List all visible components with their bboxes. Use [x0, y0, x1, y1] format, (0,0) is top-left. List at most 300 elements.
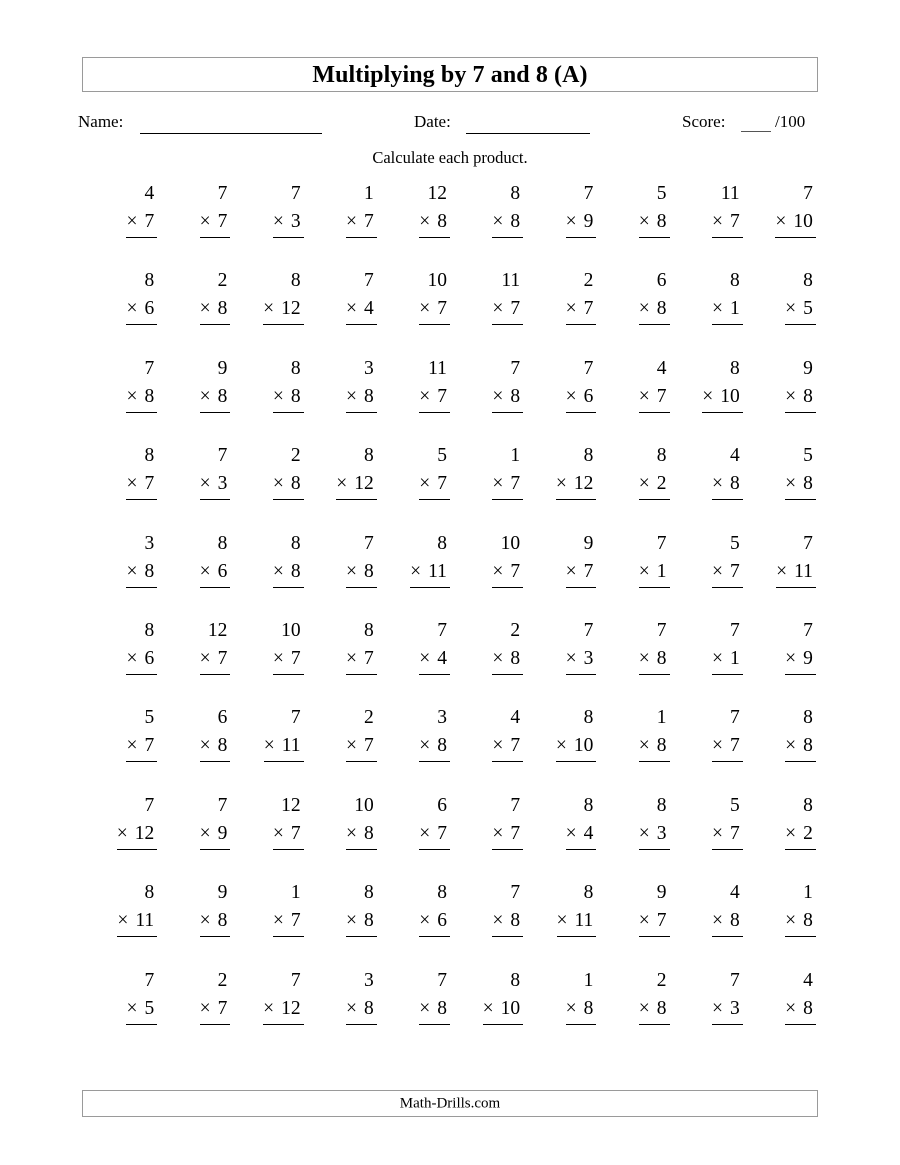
problem-cell[interactable] — [165, 879, 238, 966]
multiplier: 11 — [794, 560, 813, 582]
multiplicand: 5 — [656, 183, 667, 204]
problem-cell[interactable] — [312, 967, 385, 1054]
multiplier: 8 — [583, 997, 594, 1019]
multiplier-line — [785, 995, 816, 1025]
problem-row — [92, 617, 824, 704]
multiply-icon: × — [419, 385, 431, 407]
multiply-icon: × — [419, 910, 431, 932]
problem-cell[interactable] — [604, 792, 677, 879]
multiplicand: 8 — [510, 183, 521, 204]
multiplicand: 1 — [656, 707, 667, 729]
multiplier-line — [346, 732, 377, 762]
multiplication-problem — [126, 355, 157, 413]
multiplicand: 2 — [217, 270, 228, 292]
problem-cell[interactable] — [238, 792, 311, 879]
problem-cell[interactable] — [385, 617, 458, 704]
problem-cell[interactable] — [604, 967, 677, 1054]
problem-cell[interactable] — [238, 180, 311, 267]
multiplication-problem — [126, 267, 157, 325]
problem-cell[interactable] — [385, 879, 458, 966]
multiplicand: 2 — [656, 969, 667, 991]
problem-cell[interactable] — [531, 530, 604, 617]
multiplier-line — [200, 383, 231, 413]
multiplication-problem — [492, 704, 523, 762]
multiplicand: 8 — [583, 882, 594, 904]
multiplier: 1 — [729, 647, 740, 669]
multiply-icon: × — [785, 298, 797, 320]
problem-cell[interactable] — [92, 967, 165, 1054]
multiplier: 10 — [573, 735, 594, 757]
multiplicand: 1 — [510, 445, 521, 467]
student-info-row — [0, 112, 900, 136]
problem-cell[interactable] — [385, 704, 458, 791]
multiply-icon: × — [419, 647, 431, 669]
multiply-icon: × — [199, 298, 211, 320]
multiplicand: 10 — [500, 532, 521, 554]
multiplication-problem — [200, 617, 231, 675]
multiplier-line — [336, 470, 377, 500]
problem-cell[interactable] — [678, 617, 751, 704]
multiplication-problem — [200, 442, 231, 500]
multiplication-problem — [336, 442, 377, 500]
multiplier-line — [639, 820, 670, 850]
multiply-icon: × — [785, 473, 797, 495]
problem-cell[interactable] — [165, 530, 238, 617]
problem-cell[interactable] — [751, 530, 824, 617]
multiplier-line — [785, 820, 816, 850]
problem-cell[interactable] — [385, 442, 458, 529]
multiplication-problem — [419, 792, 450, 850]
problem-cell[interactable] — [751, 879, 824, 966]
multiplier-line — [264, 732, 304, 762]
multiplicand: 4 — [729, 882, 740, 904]
multiplier: 7 — [510, 822, 521, 844]
problem-cell[interactable] — [751, 617, 824, 704]
multiplier-line — [557, 907, 597, 937]
multiply-icon: × — [116, 822, 128, 844]
multiplicand: 8 — [364, 882, 374, 904]
problem-cell[interactable] — [238, 617, 311, 704]
problem-cell[interactable] — [751, 792, 824, 879]
problem-cell[interactable] — [458, 442, 531, 529]
problem-cell[interactable] — [604, 267, 677, 354]
problem-cell[interactable] — [751, 180, 824, 267]
multiplicand: 10 — [427, 270, 447, 292]
multiplicand: 7 — [583, 183, 594, 204]
problem-cell[interactable] — [531, 442, 604, 529]
problem-cell[interactable] — [458, 792, 531, 879]
problem-cell[interactable] — [92, 792, 165, 879]
multiply-icon: × — [482, 997, 494, 1019]
multiplicand: 7 — [510, 794, 521, 816]
multiplier-line — [775, 208, 816, 238]
multiplier: 12 — [354, 473, 374, 495]
multiplication-problem — [200, 267, 231, 325]
problem-cell[interactable] — [312, 704, 385, 791]
problem-cell[interactable] — [238, 530, 311, 617]
problem-cell[interactable] — [678, 355, 751, 442]
problem-cell[interactable] — [92, 442, 165, 529]
multiplication-problem — [702, 355, 743, 413]
multiplicand: 5 — [729, 532, 740, 554]
multiplier-line — [263, 295, 304, 325]
multiply-icon: × — [556, 910, 568, 932]
problem-cell[interactable] — [385, 530, 458, 617]
multiplicand: 6 — [437, 794, 447, 816]
problem-cell[interactable] — [531, 792, 604, 879]
multiplier-line — [639, 558, 670, 588]
multiplier: 3 — [217, 473, 228, 495]
multiplier-line — [419, 732, 450, 762]
problem-cell[interactable] — [238, 967, 311, 1054]
multiply-icon: × — [638, 822, 650, 844]
problem-cell[interactable] — [312, 355, 385, 442]
date-label: Date: — [414, 112, 451, 131]
problem-cell[interactable] — [678, 442, 751, 529]
multiply-icon: × — [638, 211, 650, 232]
problem-cell[interactable] — [531, 617, 604, 704]
multiply-icon: × — [263, 997, 275, 1019]
multiplier: 8 — [510, 385, 521, 407]
multiply-icon: × — [702, 385, 714, 407]
multiplicand: 2 — [583, 270, 594, 292]
multiplicand: 9 — [583, 532, 594, 554]
multiply-icon: × — [565, 822, 577, 844]
problem-cell[interactable] — [604, 704, 677, 791]
multiplier: 8 — [656, 997, 667, 1019]
name-input-line[interactable] — [140, 133, 322, 134]
multiplication-problem — [492, 530, 523, 588]
multiplier: 8 — [364, 560, 374, 582]
multiplier-line — [126, 732, 157, 762]
problem-cell[interactable] — [92, 267, 165, 354]
multiplicand: 7 — [510, 357, 521, 379]
multiplicand: 2 — [510, 619, 521, 641]
multiplication-problem — [346, 792, 377, 850]
multiplier-line — [126, 995, 157, 1025]
problem-cell[interactable] — [385, 355, 458, 442]
multiply-icon: × — [638, 735, 650, 757]
problem-cell[interactable] — [604, 180, 677, 267]
multiplier: 8 — [290, 385, 301, 407]
multiply-icon: × — [199, 910, 211, 932]
date-input-line[interactable] — [466, 133, 590, 134]
multiplier-line — [702, 383, 743, 413]
multiplicand: 12 — [427, 183, 447, 204]
problem-cell[interactable] — [751, 267, 824, 354]
multiplication-problem — [566, 967, 597, 1025]
problem-cell[interactable] — [678, 967, 751, 1054]
problem-cell[interactable] — [458, 617, 531, 704]
multiplier: 8 — [217, 298, 228, 320]
problem-cell[interactable] — [312, 442, 385, 529]
multiplicand: 11 — [501, 270, 521, 292]
multiplier-line — [419, 208, 450, 238]
name-label: Name: — [78, 112, 124, 131]
multiplication-problem — [639, 704, 670, 762]
multiplication-problem — [419, 879, 450, 937]
multiplier: 7 — [510, 298, 521, 320]
multiplicand: 7 — [144, 357, 155, 379]
multiplication-problem — [346, 530, 377, 588]
multiplication-problem — [785, 879, 816, 937]
multiplier-line — [712, 558, 743, 588]
problem-cell[interactable] — [604, 355, 677, 442]
multiplier-line — [273, 208, 304, 238]
problem-cell[interactable] — [385, 267, 458, 354]
multiplier: 1 — [656, 560, 667, 582]
multiply-icon: × — [555, 473, 567, 495]
multiplicand: 7 — [729, 969, 740, 991]
problem-cell[interactable] — [531, 704, 604, 791]
multiplier: 7 — [144, 211, 155, 232]
multiplier: 5 — [144, 997, 155, 1019]
multiplier: 7 — [364, 735, 374, 757]
problem-cell[interactable] — [165, 267, 238, 354]
multiplicand: 7 — [729, 707, 740, 729]
multiply-icon: × — [126, 560, 138, 582]
multiply-icon: × — [336, 473, 348, 495]
problem-cell[interactable] — [678, 704, 751, 791]
multiply-icon: × — [492, 385, 504, 407]
multiplier: 8 — [803, 385, 813, 407]
problem-cell[interactable] — [312, 180, 385, 267]
problem-cell[interactable] — [678, 879, 751, 966]
multiplier-line — [639, 907, 670, 937]
problem-cell[interactable] — [385, 792, 458, 879]
problem-cell[interactable] — [165, 180, 238, 267]
multiplier-line — [200, 645, 231, 675]
problem-cell[interactable] — [458, 967, 531, 1054]
multiplicand: 9 — [217, 882, 228, 904]
multiplier-line — [712, 907, 743, 937]
multiplicand: 3 — [437, 707, 447, 729]
footer-box — [82, 1090, 818, 1117]
problem-cell[interactable] — [751, 704, 824, 791]
multiplication-problem — [273, 355, 304, 413]
multiplier: 8 — [803, 910, 813, 932]
problem-cell[interactable] — [531, 355, 604, 442]
multiplier-line — [785, 383, 816, 413]
multiply-icon: × — [346, 211, 357, 232]
multiply-icon: × — [272, 473, 284, 495]
problem-cell[interactable] — [92, 530, 165, 617]
problem-cell[interactable] — [678, 180, 751, 267]
multiplier-line — [712, 295, 743, 325]
multiply-icon: × — [126, 735, 138, 757]
multiplier-line — [785, 907, 816, 937]
multiply-icon: × — [711, 473, 723, 495]
multiplier: 7 — [510, 473, 521, 495]
problem-cell[interactable] — [92, 704, 165, 791]
multiplication-problem — [126, 180, 157, 238]
problem-cell[interactable] — [165, 442, 238, 529]
multiplier: 8 — [656, 647, 667, 669]
multiplier: 7 — [437, 473, 447, 495]
multiplier: 7 — [364, 211, 374, 232]
multiply-icon: × — [785, 910, 797, 932]
problem-cell[interactable] — [678, 792, 751, 879]
problem-cell[interactable] — [312, 530, 385, 617]
multiplication-problem — [492, 267, 523, 325]
problem-cell[interactable] — [165, 967, 238, 1054]
multiplier-line — [785, 645, 816, 675]
problem-cell[interactable] — [165, 792, 238, 879]
multiplication-problem — [419, 442, 450, 500]
multiplier: 8 — [364, 910, 374, 932]
multiply-icon: × — [565, 298, 577, 320]
problem-cell[interactable] — [92, 355, 165, 442]
multiplier: 6 — [217, 560, 228, 582]
multiplicand: 5 — [803, 445, 813, 467]
multiplier-line — [639, 732, 670, 762]
footer-site-label: Math-Drills.com — [399, 1095, 501, 1111]
multiplier-line — [346, 383, 377, 413]
multiplication-problem — [126, 704, 157, 762]
multiplier: 7 — [290, 910, 301, 932]
problem-cell[interactable] — [238, 704, 311, 791]
multiplier-line — [776, 558, 816, 588]
multiply-icon: × — [199, 560, 211, 582]
multiplicand: 1 — [803, 882, 813, 904]
multiplicand: 8 — [510, 969, 521, 991]
problem-cell[interactable] — [531, 180, 604, 267]
problem-row — [92, 792, 824, 879]
problem-cell[interactable] — [92, 879, 165, 966]
multiplication-problem — [566, 267, 597, 325]
multiplier: 4 — [437, 647, 447, 669]
multiplication-problem — [200, 704, 231, 762]
multiplication-problem — [566, 530, 597, 588]
problem-cell[interactable] — [165, 704, 238, 791]
problem-cell[interactable] — [531, 267, 604, 354]
problem-cell[interactable] — [604, 442, 677, 529]
problem-cell[interactable] — [238, 879, 311, 966]
multiplier: 11 — [574, 910, 594, 932]
multiply-icon: × — [776, 560, 788, 582]
problem-cell[interactable] — [604, 617, 677, 704]
problem-cell[interactable] — [678, 267, 751, 354]
multiplier: 10 — [793, 211, 813, 232]
multiplier: 7 — [656, 385, 667, 407]
multiplier-line — [117, 820, 158, 850]
multiplier-line — [273, 470, 304, 500]
multiplier-line — [639, 208, 670, 238]
multiply-icon: × — [638, 560, 650, 582]
multiplication-problem — [492, 792, 523, 850]
multiplier-line — [126, 208, 157, 238]
problem-cell[interactable] — [92, 180, 165, 267]
problem-cell[interactable] — [92, 617, 165, 704]
problem-cell[interactable] — [751, 355, 824, 442]
problem-cell[interactable] — [165, 617, 238, 704]
multiply-icon: × — [346, 298, 357, 320]
problem-cell[interactable] — [531, 967, 604, 1054]
problem-cell[interactable] — [751, 967, 824, 1054]
instructions: Calculate each product. — [372, 148, 528, 167]
multiplicand: 7 — [803, 183, 813, 204]
multiply-icon: × — [199, 735, 211, 757]
multiplicand: 5 — [144, 707, 155, 729]
problem-cell[interactable] — [385, 180, 458, 267]
multiplication-problem — [419, 267, 450, 325]
score-input-line[interactable] — [741, 131, 771, 132]
multiplicand: 8 — [144, 619, 155, 641]
problem-cell[interactable] — [531, 879, 604, 966]
score-label: Score: — [682, 112, 726, 131]
problem-cell[interactable] — [312, 879, 385, 966]
problem-cell[interactable] — [678, 530, 751, 617]
problem-cell[interactable] — [385, 967, 458, 1054]
problem-cell[interactable] — [458, 704, 531, 791]
multiplication-problem — [200, 792, 231, 850]
problem-cell[interactable] — [238, 355, 311, 442]
multiplier-line — [346, 295, 377, 325]
multiplier-line — [492, 383, 523, 413]
problem-cell[interactable] — [238, 267, 311, 354]
multiply-icon: × — [199, 647, 211, 669]
multiplier: 8 — [656, 735, 667, 757]
problem-cell[interactable] — [312, 617, 385, 704]
multiplication-problem — [419, 180, 450, 238]
multiply-icon: × — [263, 735, 275, 757]
multiplier: 8 — [510, 211, 521, 232]
problem-cell[interactable] — [312, 267, 385, 354]
problem-cell[interactable] — [458, 267, 531, 354]
problem-cell[interactable] — [165, 355, 238, 442]
multiply-icon: × — [272, 647, 284, 669]
multiply-icon: × — [785, 647, 797, 669]
multiplicand: 8 — [583, 794, 594, 816]
multiplier-line — [117, 907, 157, 937]
multiplier: 8 — [437, 997, 447, 1019]
problem-cell[interactable] — [604, 879, 677, 966]
problem-cell[interactable] — [458, 530, 531, 617]
multiply-icon: × — [346, 385, 357, 407]
multiplicand: 8 — [803, 707, 813, 729]
multiplier: 6 — [583, 385, 594, 407]
multiplication-problem — [712, 967, 743, 1025]
multiply-icon: × — [346, 997, 357, 1019]
multiplier-line — [639, 295, 670, 325]
multiplier-line — [712, 470, 743, 500]
multiplier-line — [712, 645, 743, 675]
problem-cell[interactable] — [458, 879, 531, 966]
multiplication-problem — [566, 180, 597, 238]
problem-cell[interactable] — [458, 180, 531, 267]
problem-row — [92, 180, 824, 267]
multiplicand: 8 — [364, 619, 374, 641]
multiply-icon: × — [419, 211, 431, 232]
multiplicand: 3 — [144, 532, 155, 554]
multiplication-problem — [712, 792, 743, 850]
multiplier: 2 — [656, 473, 667, 495]
multiplication-problem — [273, 180, 304, 238]
multiplicand: 4 — [656, 357, 667, 379]
problem-cell[interactable] — [458, 355, 531, 442]
multiplicand: 2 — [364, 707, 374, 729]
multiplicand: 4 — [144, 183, 155, 204]
problem-cell[interactable] — [312, 792, 385, 879]
multiply-icon: × — [419, 735, 431, 757]
problem-cell[interactable] — [238, 442, 311, 529]
multiplier-line — [492, 820, 523, 850]
problem-cell[interactable] — [751, 442, 824, 529]
problem-cell[interactable] — [604, 530, 677, 617]
multiplication-problem — [566, 355, 597, 413]
multiplier: 12 — [281, 997, 301, 1019]
multiply-icon: × — [346, 822, 357, 844]
